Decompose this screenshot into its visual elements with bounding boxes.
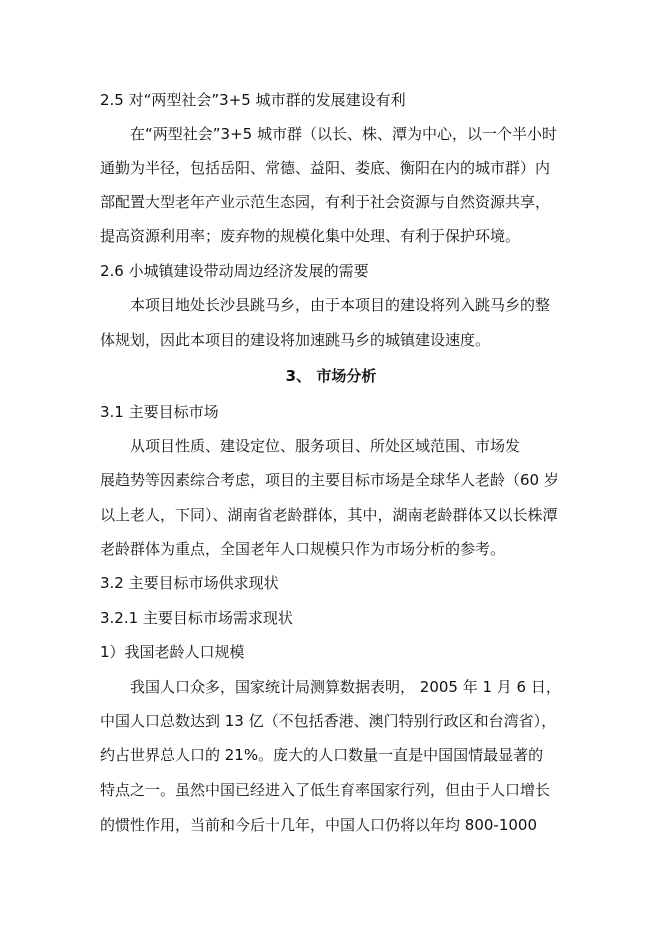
section-3-2-heading: 3.2 主要目标市场供求现状 bbox=[100, 574, 279, 592]
section-2-5-heading: 2.5 对“两型社会”3+5 城市群的发展建设有利 bbox=[100, 91, 406, 109]
section-3-1-heading: 3.1 主要目标市场 bbox=[100, 403, 219, 421]
paragraph-line: 在“两型社会”3+5 城市群（以长、株、潭为中心，以一个半小时 bbox=[130, 125, 557, 143]
paragraph-line: 从项目性质、建设定位、服务项目、所处区域范围、市场发 bbox=[130, 437, 521, 455]
section-2-6-heading: 2.6 小城镇建设带动周边经济发展的需要 bbox=[100, 262, 369, 280]
paragraph-line: 通勤为半径，包括岳阳、常德、益阳、娄底、衡阳在内的城市群）内 bbox=[100, 159, 551, 177]
paragraph-line: 本项目地处长沙县跳马乡，由于本项目的建设将列入跳马乡的整 bbox=[130, 296, 551, 314]
paragraph-line: 中国人口总数达到 13 亿（不包括香港、澳门特别行政区和台湾省）， bbox=[100, 712, 557, 730]
paragraph-line: 体规划，因此本项目的建设将加速跳马乡的城镇建设速度。 bbox=[100, 331, 491, 349]
section-3-2-1-heading: 3.2.1 主要目标市场需求现状 bbox=[100, 609, 293, 627]
paragraph-line: 以上老人，下同）、湖南省老龄群体，其中，湖南老龄群体又以长株潭 bbox=[100, 506, 558, 524]
paragraph-line: 约占世界总人口的 21%。庞大的人口数量一直是中国国情最显著的 bbox=[100, 746, 544, 764]
item-1-heading: 1）我国老龄人口规模 bbox=[100, 643, 245, 661]
paragraph-line: 老龄群体为重点，全国老年人口规模只作为市场分析的参考。 bbox=[100, 540, 506, 558]
paragraph-line: 部配置大型老年产业示范生态园，有利于社会资源与自然资源共享， bbox=[100, 193, 551, 211]
paragraph-line: 特点之一。虽然中国已经进入了低生育率国家行列，但由于人口增长 bbox=[100, 781, 551, 799]
paragraph-line: 展趋势等因素综合考虑，项目的主要目标市场是全球华人老龄（60 岁 bbox=[100, 471, 559, 489]
paragraph-line: 提高资源利用率；废弃物的规模化集中处理、有利于保护环境。 bbox=[100, 227, 521, 245]
paragraph-line: 我国人口众多，国家统计局测算数据表明， 2005 年 1 月 6 日， bbox=[130, 678, 561, 696]
chapter-3-title: 3、 市场分析 bbox=[285, 367, 377, 385]
paragraph-line: 的惯性作用，当前和今后十几年，中国人口仍将以年均 800-1000 bbox=[100, 816, 537, 834]
